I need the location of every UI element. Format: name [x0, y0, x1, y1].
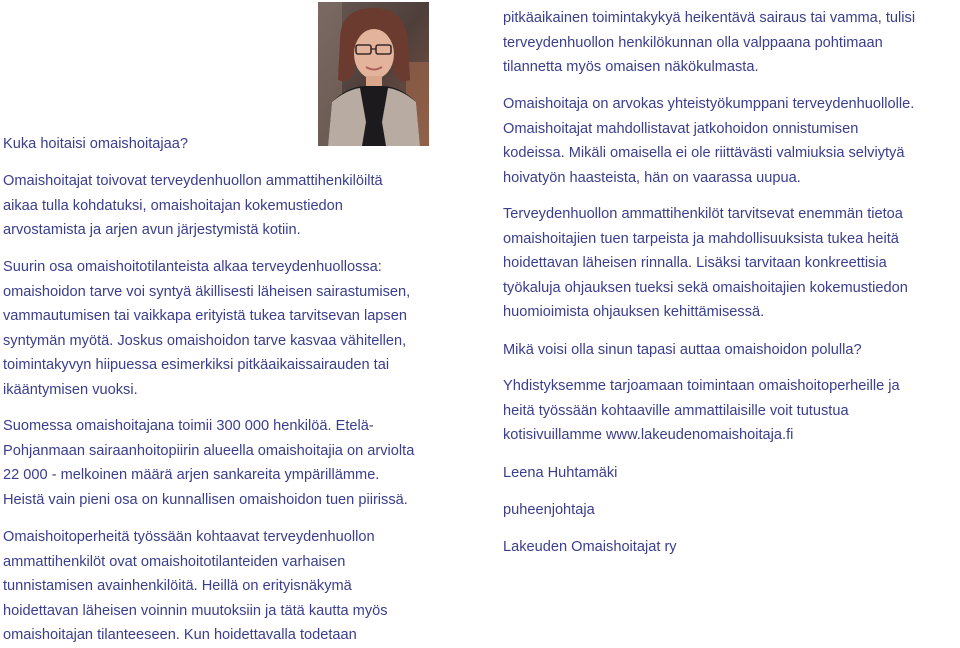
text-line: arvostamista ja arjen avun järjestymistä kotiin. — [3, 222, 301, 239]
text-line: terveydenhuollon henkilökunnan olla valppaana pohtimaan — [503, 34, 883, 51]
text-line: kodeissa. Mikäli omaisella ei ole riittävästi valmiuksia selviytyä — [503, 145, 905, 162]
text-line: pitkäaikainen toimintakykyä heikentävä sairaus tai vamma, tulisi — [503, 10, 916, 26]
signature-name-text: Leena Huhtamäki — [503, 465, 618, 481]
text-line: Pohjanmaan sairaanhoitopiirin alueella omaishoitajia on arviolta — [3, 442, 415, 459]
portrait-illustration — [318, 2, 429, 146]
text-line: omaishoitajien tuen tarpeista ja mahdollisuuksista tukea heitä — [503, 230, 899, 247]
text-line: hoivatyön haasteista, hän on vaarassa uupua. — [503, 169, 801, 186]
question-text: Mikä voisi olla sinun tapasi auttaa omaishoidon polulla? — [503, 342, 862, 358]
signature-title-text: puheenjohtaja — [503, 502, 595, 518]
right-paragraph-4 — [503, 374, 900, 448]
text-line: toimintakyvyn hiipuessa esimerkiksi pitkäaikaissairauden tai — [3, 357, 390, 374]
left-paragraph-2 — [3, 255, 410, 403]
text-line: 22 000 - melkoinen määrä arjen sankareita ympärillämme. — [3, 467, 380, 484]
text-line: Omaishoitaja on arvokas yhteistyökumppani terveydenhuollolle. — [503, 96, 915, 112]
text-line: tilannetta myös omaisen näkökulmasta. — [503, 59, 759, 76]
left-paragraph-3 — [3, 414, 414, 512]
text-line: kotisivuillamme www.lakeudenomaishoitaja.fi — [503, 427, 794, 444]
text-line: aikaa tulla kohdatuksi, omaishoitajan kokemustiedon — [3, 197, 343, 214]
text-line: ikääntymisen vuoksi. — [3, 381, 138, 398]
text-line: ammattihenkilöt ovat omaishoitotilanteiden varhaisen — [3, 553, 346, 570]
text-line: hoidettavan läheisen rinnalla. Lisäksi tarvitaan konkreettisia — [503, 255, 887, 272]
text-line: Yhdistyksemme tarjoamaan toimintaan omaishoitoperheille ja — [503, 378, 900, 394]
text-line: omaishoidon tarve voi syntyä äkillisesti läheisen sairastumisen, — [3, 283, 411, 300]
text-line: Suurin osa omaishoitotilanteista alkaa terveydenhuollossa: — [3, 259, 382, 275]
signature-organization — [503, 535, 677, 560]
text-line: Omaishoitoperheitä työssään kohtaavat terveydenhuollon — [3, 529, 375, 545]
right-paragraph-3 — [503, 202, 908, 325]
heading-text: Kuka hoitaisi omaishoitajaa? — [3, 136, 188, 152]
text-line: syntymän myötä. Joskus omaishoidon tarve kasvaa vähitellen, — [3, 332, 407, 349]
text-line: Suomessa omaishoitajana toimii 300 000 henkilöä. Etelä- — [3, 418, 374, 434]
text-line: huomioimista ohjauksen kehittämisessä. — [503, 304, 765, 321]
text-line: heitä työssään kohtaaville ammattilaisille voit tutustua — [503, 402, 849, 419]
text-line: työkaluja ohjauksen tueksi sekä omaishoitajien kokemustiedon — [503, 279, 908, 296]
text-line: Terveydenhuollon ammattihenkilöt tarvitsevat enemmän tietoa — [503, 206, 903, 222]
signature-title — [503, 498, 595, 523]
signature-name — [503, 461, 617, 486]
text-line: Omaishoitajat mahdollistavat jatkohoidon onnistumisen — [503, 120, 859, 137]
text-line: vammautumisen tai vaikkapa erityistä tukea tarvitsevan lapsen — [3, 308, 407, 325]
left-paragraph-1 — [3, 169, 383, 243]
right-paragraph-2 — [503, 92, 914, 190]
section-heading — [3, 132, 188, 157]
right-question — [503, 338, 862, 363]
author-portrait-photo — [318, 2, 429, 146]
left-paragraph-4 — [3, 525, 388, 648]
right-paragraph-1 — [503, 6, 915, 80]
text-line: hoidettavan läheisen voinnin muutoksiin ja tätä kautta myös — [3, 602, 388, 619]
text-line: Heistä vain pieni osa on kunnallisen omaishoidon tuen piirissä. — [3, 491, 408, 508]
signature-org-text: Lakeuden Omaishoitajat ry — [503, 539, 677, 555]
text-line: omaishoitajan tilanteeseen. Kun hoidettavalla todetaan — [3, 627, 357, 644]
text-line: tunnistamisen avainhenkilöitä. Heillä on erityisnäkymä — [3, 578, 352, 595]
text-line: Omaishoitajat toivovat terveydenhuollon ammattihenkilöiltä — [3, 173, 383, 189]
